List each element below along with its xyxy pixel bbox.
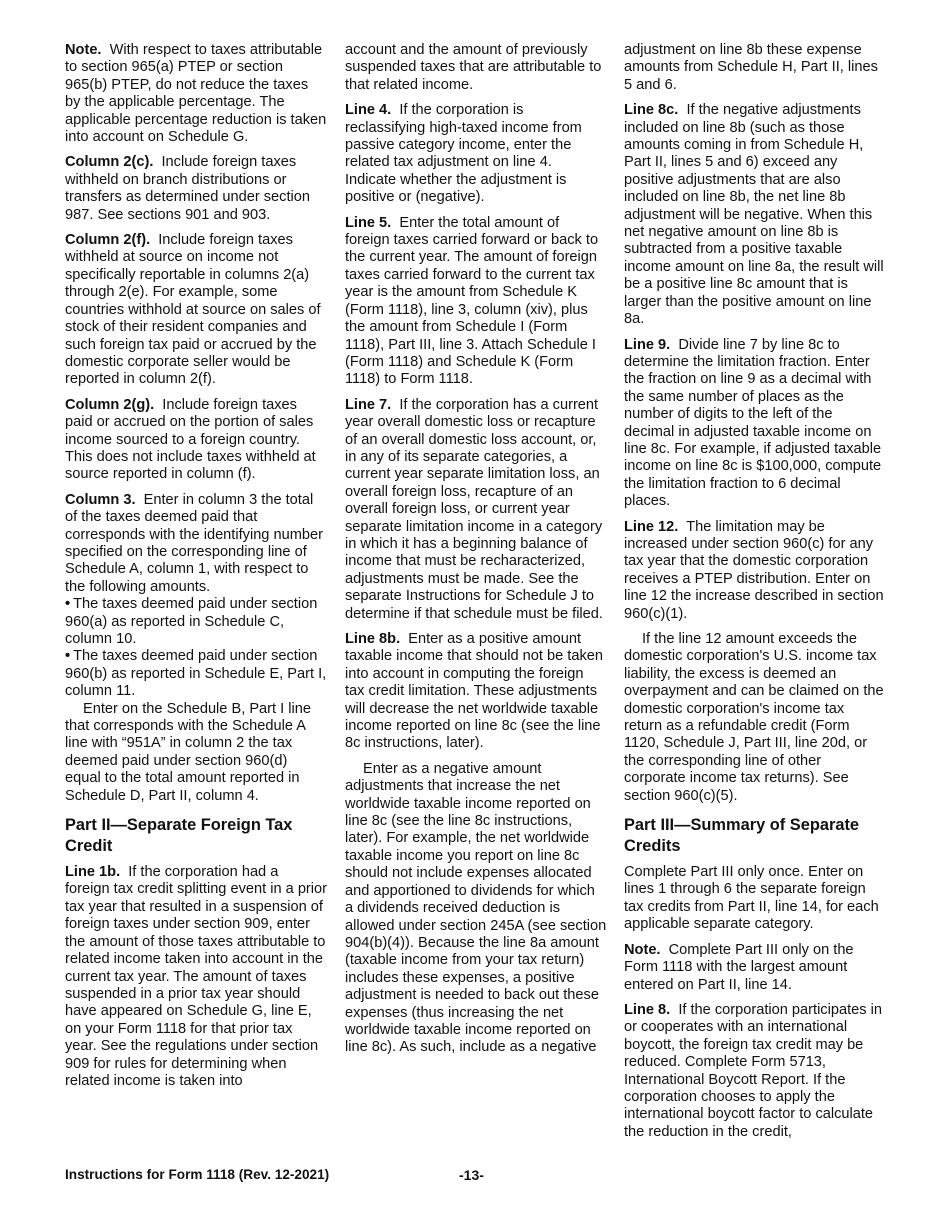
page-number: -13-: [459, 1167, 484, 1183]
lead-paragraph: [345, 397, 607, 623]
paragraph-text: If the corporation has a current year overall domestic loss or recapture of an overall domestic loss account, or, in any of its separate categories, a current year separate limitation loss, an overall foreign loss, recapture of an overall foreign loss, or current year separate limitation income in a category in which it has a beginning balance of income that must be recharacterized, adjustments must be made. See the separate Instructions for Schedule J to determine if that schedule must be filed.: [345, 396, 603, 622]
paragraph: adjustment on line 8b these expense amounts from Schedule H, Part II, lines 5 and 6.: [624, 42, 878, 93]
paragraph-lead: Note.: [65, 42, 102, 58]
paragraph-lead: Column 2(g).: [65, 396, 155, 413]
paragraph-lead: Line 5.: [345, 214, 392, 231]
lead-paragraph: [624, 102, 886, 328]
paragraph: If the line 12 amount exceeds the domestic corporation's U.S. income tax liability, the excess is deemed an overpayment and can be claimed on the domestic corporation's income tax return as a refundable credit (Form 1120, Schedule J, Part III, line 20d, or the corresponding line of other corporate income tax returns). See section 960(c)(5).: [624, 631, 884, 804]
paragraph-text: If the corporation is reclassifying high-taxed income from passive category income, enter the related tax adjustment on line 4. Indicate whether the adjustment is positive or (negative).: [345, 102, 582, 206]
column-3: [624, 42, 886, 1149]
paragraph: Enter as a negative amount adjustments that increase the net worldwide taxable income reported on line 8c (see the line 8c instructions, later). For example, the net worldwide taxable income you report on line 8c should not include expenses allocated and apportioned to dividends for which a dividends received deduction is allowed under section 245A (see section 904(b)(4)). Because the line 8a amount (taxable income from your tax return) includes these expenses, a positive adjustment is needed to back out these expenses (thus increasing the net worldwide taxable income reported on line 8c). As such, include as a negative: [345, 760, 607, 1056]
paragraph: account and the amount of previously suspended taxes that are attributable to that related income.: [345, 42, 602, 93]
lead-paragraph: [65, 232, 327, 389]
lead-paragraph: [65, 42, 327, 146]
paragraph-text: If the negative adjustments included on line 8b (such as those amounts coming in from Schedule H, Part II, lines 5 and 6) exceed any positive adjustments that are also included on line 8b, the net line 8b adjustment will be negative. When this net negative amount on line 8b is subtracted from a positive taxable income amount on line 8a, the result will be a positive line 8c amount that is larger than the positive amount on line 8a.: [624, 102, 884, 328]
bullet-item: [65, 596, 327, 648]
lead-paragraph: [65, 492, 327, 596]
lead-paragraph: [345, 102, 607, 206]
section-heading: Part III—Summary of Separate Credits: [624, 816, 860, 855]
paragraph-lead: Column 2(f).: [65, 232, 151, 249]
paragraph-text: Enter the total amount of foreign taxes carried forward or back to the current year. The amount of foreign taxes carried forward to the current tax year is the amount from Schedule K (Form 1118), line 3, column (xiv), plus the amount from Schedule I (Form 1118), Part III, line 3. Attach Schedule I (Form 1118) and Schedule K (Form 1118) to Form 1118.: [345, 214, 599, 388]
paragraph: Enter on the Schedule B, Part I line that corresponds with the Schedule A line with “951A” in column 2 the tax deemed paid under section 960(d) equal to the total amount reported in Schedule D, Part II, column 4.: [65, 700, 311, 804]
paragraph-text: Complete Part III only on the Form 1118 with the largest amount entered on Part II, line 14.: [624, 941, 854, 993]
lead-paragraph: [624, 519, 886, 623]
paragraph-lead: Line 8b.: [345, 631, 401, 647]
bullet-icon: •: [65, 648, 71, 665]
paragraph: Complete Part III only once. Enter on lines 1 through 6 the separate foreign tax credits from Part II, line 14, for each applicable separate category.: [624, 864, 879, 933]
paragraph-lead: Line 1b.: [65, 864, 121, 881]
lead-paragraph: [65, 397, 327, 484]
paragraph-text: Enter as a positive amount taxable income that should not be taken into account in computing the foreign tax credit limitation. These adjustments will decrease the net worldwide taxable income reported on line 8c (see the line 8c instructions, later).: [345, 631, 603, 752]
paragraph-lead: Line 9.: [624, 336, 671, 353]
paragraph-lead: Line 8c.: [624, 102, 679, 119]
column-1: [65, 42, 327, 1098]
footer-form-title: Instructions for Form 1118 (Rev. 12-2021): [65, 1167, 330, 1182]
lead-paragraph: [345, 215, 607, 389]
paragraph-text: With respect to taxes attributable to section 965(a) PTEP or section 965(b) PTEP, do not reduce the taxes by the applicable percentage. The applicable percentage reduction is taken into account on Schedule G.: [65, 42, 327, 146]
paragraph-lead: Column 2(c).: [65, 154, 154, 171]
lead-paragraph: [65, 864, 327, 1090]
paragraph-text: Include foreign taxes withheld at source on income not specifically reportable in columns 2(a) through 2(e). For example, some countries withhold at source on sales of stock of their resident companies and such foreign tax paid or accrued by the domestic corporate seller would be reported in column 2(f).: [65, 232, 321, 388]
paragraph-text: If the corporation had a foreign tax credit splitting event in a prior tax year that resulted in a suspension of foreign taxes under section 909, enter the amount of those taxes attributable to related income taken into account in the current tax year. The amount of taxes suspended in a prior tax year should have appeared on Schedule G, line E, on your Form 1118 for that prior tax year. See the regulations under section 909 for rules for determining when related income is taken into: [65, 864, 328, 1089]
lead-paragraph: [65, 154, 327, 224]
bullet-text: The taxes deemed paid under section 960(a) as reported in Schedule C, column 10.: [65, 596, 318, 647]
paragraph-text: Include foreign taxes withheld on branch distributions or transfers as determined under section 987. See sections 901 and 903.: [65, 154, 310, 223]
section-heading: Part II—Separate Foreign Tax Credit: [65, 816, 293, 855]
bullet-item: [65, 648, 327, 700]
lead-paragraph: [624, 1002, 886, 1141]
paragraph-lead: Column 3.: [65, 491, 136, 508]
bullet-text: The taxes deemed paid under section 960(b) as reported in Schedule E, Part I, column 11.: [65, 648, 327, 700]
paragraph-text: Include foreign taxes paid or accrued on the portion of sales income sourced to a foreign country. This does not include taxes withheld at source reported in column (f).: [65, 396, 316, 483]
paragraph-lead: Line 7.: [345, 396, 392, 413]
paragraph-lead: Line 12.: [624, 518, 679, 535]
lead-paragraph: [624, 942, 886, 994]
paragraph-lead: Note.: [624, 941, 661, 958]
paragraph-lead: Line 4.: [345, 102, 392, 119]
paragraph-text: Enter in column 3 the total of the taxes deemed paid that corresponds with the identifying number specified on the corresponding line of Schedule A, column 1, with respect to the following amounts.: [65, 491, 323, 595]
lead-paragraph: [624, 337, 886, 511]
column-2: [345, 42, 607, 1065]
lead-paragraph: [345, 631, 607, 753]
paragraph-text: If the corporation participates in or cooperates with an international boycott, the foreign tax credit may be reduced. Complete Form 5713, International Boycott Report. If the corporation chooses to apply the international boycott factor to calculate the reduction in the credit,: [624, 1001, 882, 1140]
paragraph-text: The limitation may be increased under section 960(c) for any tax year that the domestic corporation receives a PTEP distribution. Enter on line 12 the increase described in section 960(c)(1).: [624, 518, 884, 622]
bullet-icon: •: [65, 596, 71, 613]
paragraph-lead: Line 8.: [624, 1001, 671, 1018]
paragraph-text: Divide line 7 by line 8c to determine the limitation fraction. Enter the fraction on line 9 as a decimal with the same number of places as the number of digits to the left of the decimal in adjusted taxable income on line 8c. For example, if adjusted taxable income on line 8c is $100,000, compute the limitation fraction to 6 decimal places.: [624, 336, 882, 510]
